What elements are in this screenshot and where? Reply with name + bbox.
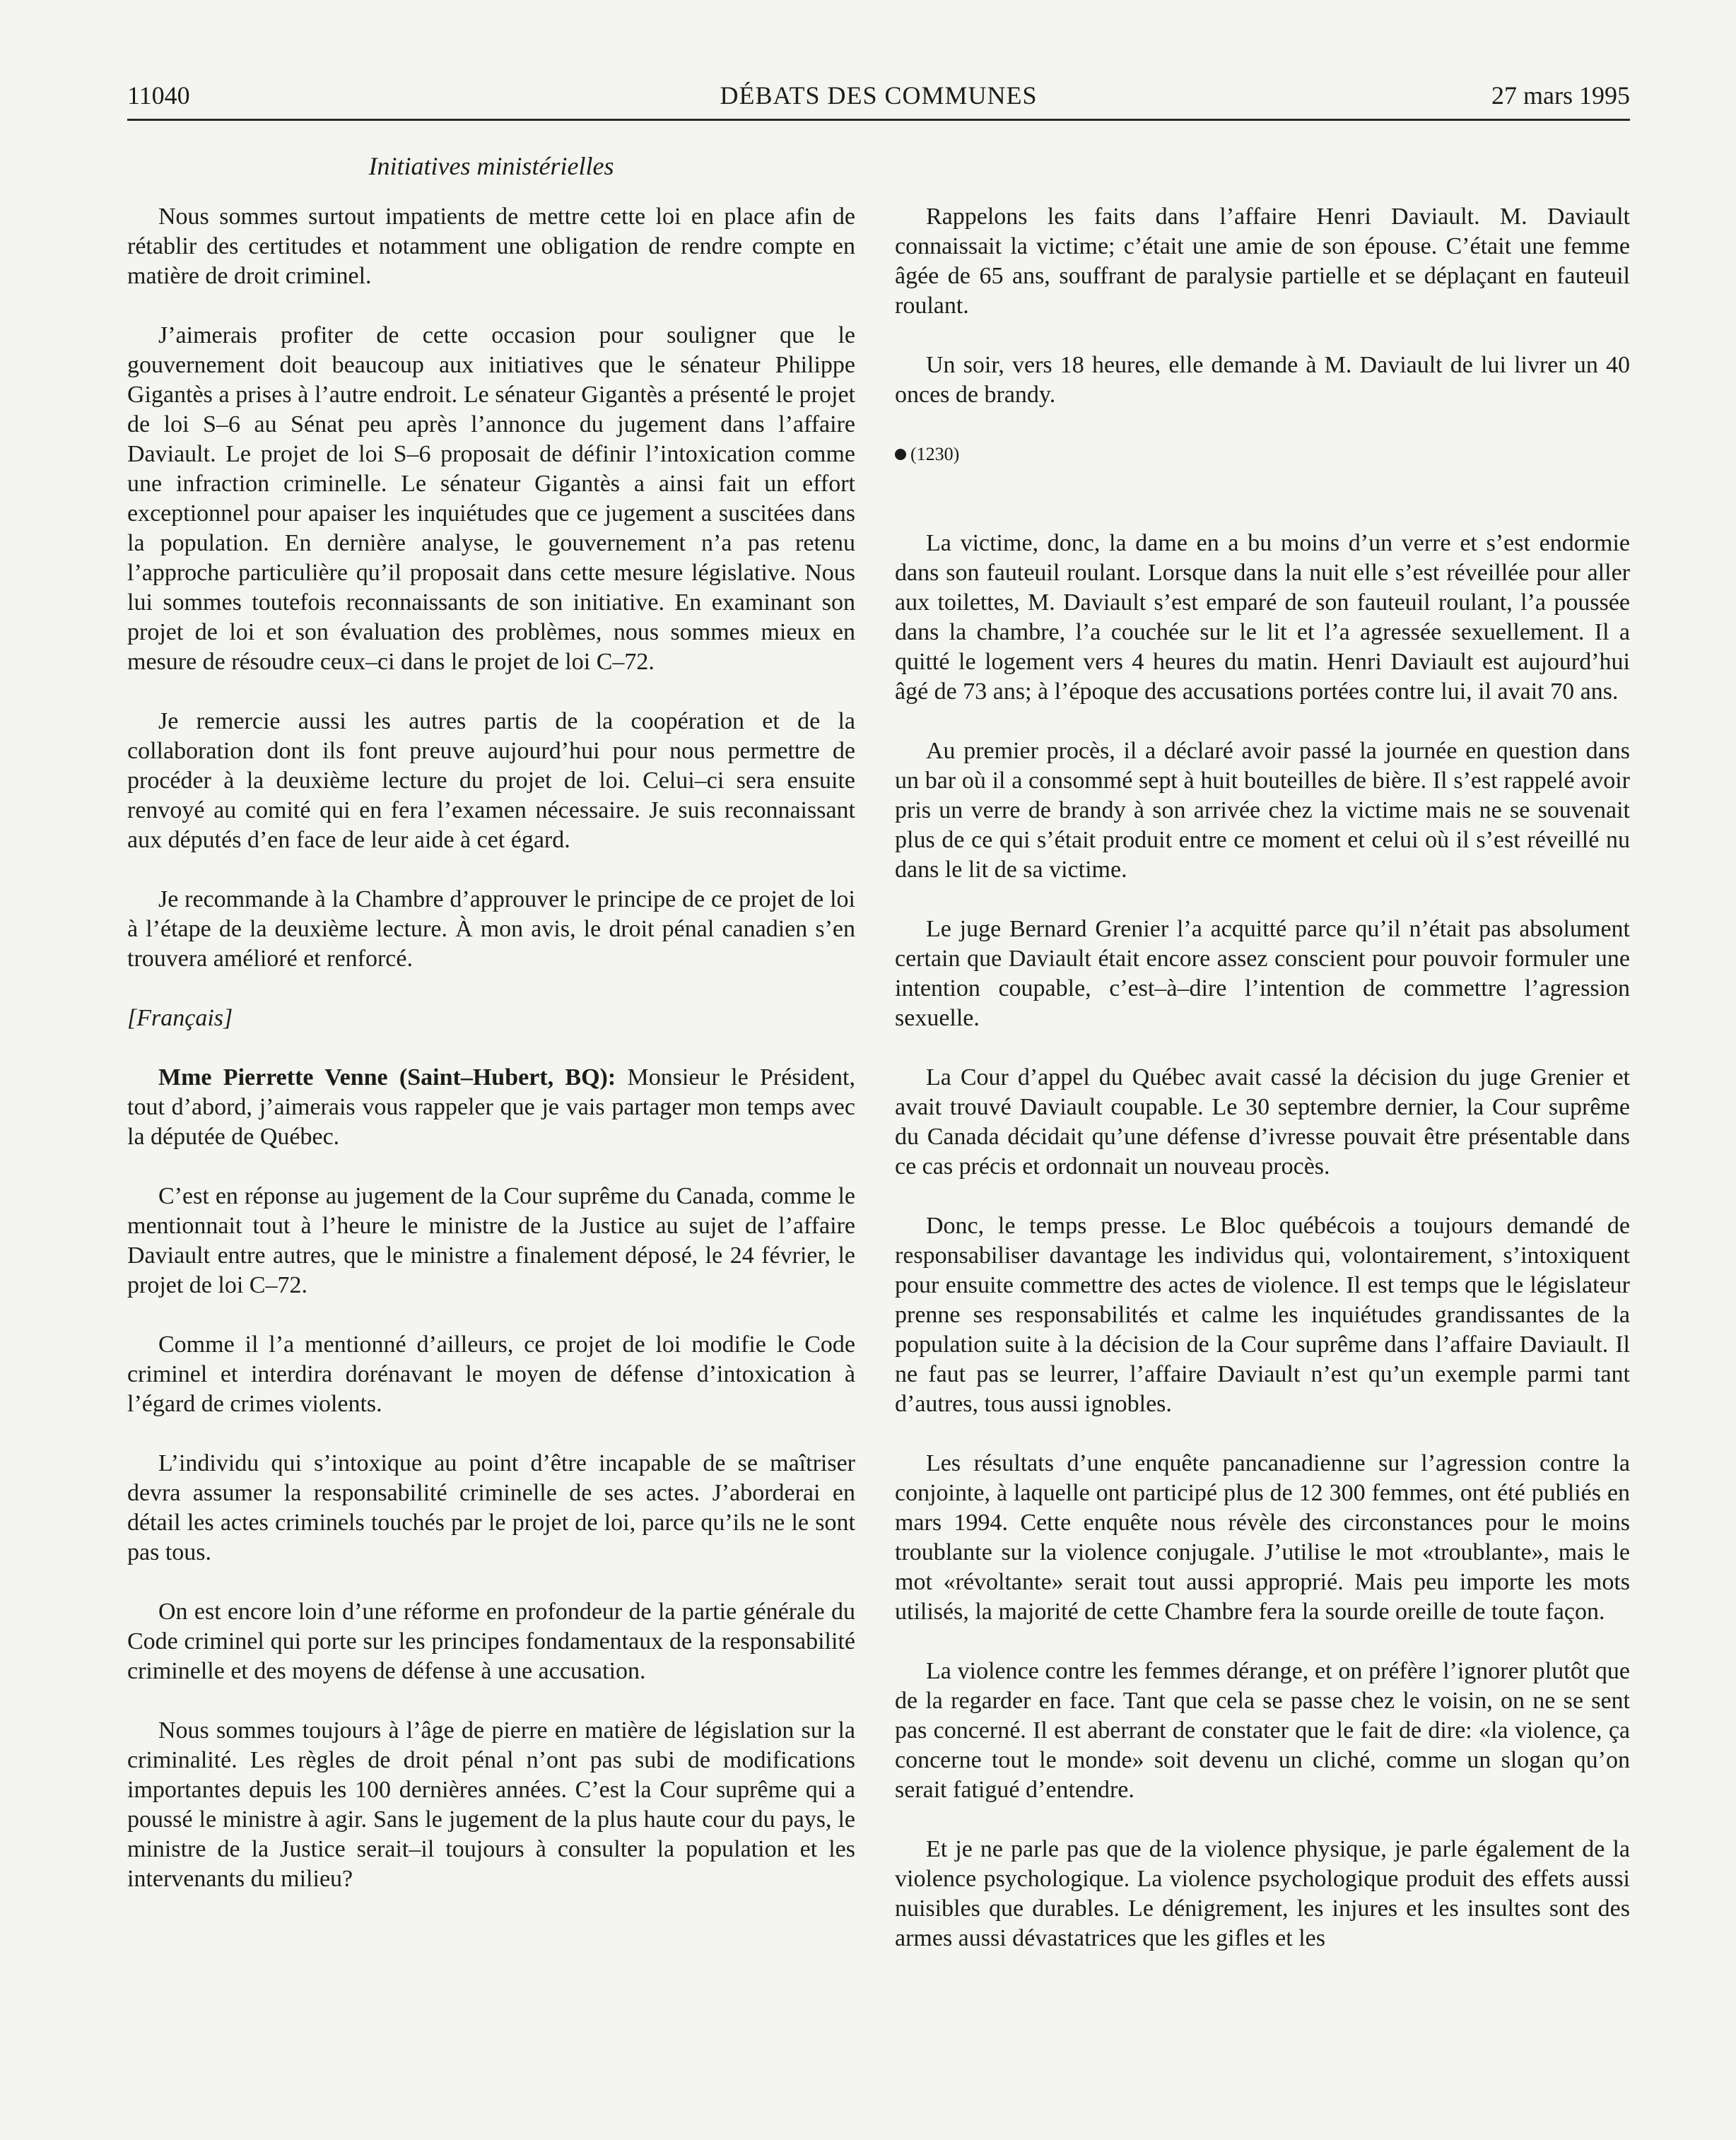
paragraph: Nous sommes toujours à l’âge de pierre en matière de législation sur la criminalité. Les règles de droit pénal n’ont pas subi de modifications importantes depuis les 100 dernières années. C’est la Cour suprême qui a poussé le ministre à agir. Sans le jugement de la plus haute cour du pays, le ministre de la Justice serait–il toujours à consulter la population et les intervenants du milieu? <box>127 1717 855 1892</box>
paragraph: La victime, donc, la dame en a bu moins d’un verre et s’est endormie dans son fauteuil roulant. Lorsque dans la nuit elle s’est réveillée pour aller aux toilettes, M. Daviault s’est emparé de son fauteuil roulant, l’a poussée dans la chambre, l’a couchée sur le lit et l’a agressée sexuellement. Il a quitté le logement vers 4 heures du matin. Henri Daviault est aujourd’hui âgé de 73 ans; à l’époque des accusations portées contre lui, il avait 70 ans. <box>895 530 1630 705</box>
paragraph: Les résultats d’une enquête pancanadienne sur l’agression contre la conjointe, à laquelle ont participé plus de 12 300 femmes, ont été publiés en mars 1994. Cette enquête nous révèle des circonstances pour le moins troublante sur la violence conjugale. J’utilise le mot «troublante», mais le mot «révoltante» serait tout aussi approprié. Mais peu importe les mots utilisés, la majorité de cette Chambre fera la sourde oreille de toute façon. <box>895 1450 1630 1625</box>
right-column <box>895 202 1630 1983</box>
paragraph: C’est en réponse au jugement de la Cour suprême du Canada, comme le mentionnait tout à l’heure le ministre de la Justice au sujet de l’affaire Daviault entre autres, que le ministre a finalement déposé, le 24 février, le projet de loi C–72. <box>127 1183 855 1298</box>
paragraph: Je recommande à la Chambre d’approuver le principe de ce projet de loi à l’étape de la deuxième lecture. À mon avis, le droit pénal canadien s’en trouvera amélioré et renforcé. <box>127 886 855 972</box>
paragraph: Au premier procès, il a déclaré avoir passé la journée en question dans un bar où il a consommé sept à huit bouteilles de bière. Il s’est rappelé avoir pris un verre de brandy à son arrivée chez la victime mais ne se souvenait plus de ce qui s’était produit entre ce moment et celui où il s’est réveillé nu dans le lit de sa victime. <box>895 738 1630 883</box>
publication-date: 27 mars 1995 <box>1491 81 1630 110</box>
page-header <box>127 75 1630 119</box>
speaker-paragraph <box>127 1063 855 1152</box>
journal-title: DÉBATS DES COMMUNES <box>720 81 1038 110</box>
paragraph: La Cour d’appel du Québec avait cassé la décision du juge Grenier et avait trouvé Daviault coupable. Le 30 septembre dernier, la Cour suprême du Canada décidait qu’une défense d’ivresse pouvait être présentable dans ce cas précis et ordonnait un nouveau procès. <box>895 1064 1630 1180</box>
paragraph: L’individu qui s’intoxique au point d’être incapable de se maîtriser devra assumer la responsabilité criminelle de ses actes. J’aborderai en détail les actes criminels touchés par le projet de loi, parce qu’ils ne le sont pas tous. <box>127 1450 855 1565</box>
time-marker <box>895 440 1630 469</box>
time-marker-text: (1230) <box>910 444 960 464</box>
paragraph: Le juge Bernard Grenier l’a acquitté parce qu’il n’était pas absolument certain que Daviault était encore assez conscient pour pouvoir formuler une intention coupable, c’est–à–dire l’intention de commettre l’agression sexuelle. <box>895 916 1630 1031</box>
page-number: 11040 <box>127 81 190 110</box>
language-label: [Français] <box>127 1005 233 1031</box>
left-column <box>127 202 855 1924</box>
paragraph: Nous sommes surtout impatients de mettre cette loi en place afin de rétablir des certitudes et notamment une obligation de rendre compte en matière de droit criminel. <box>127 204 855 289</box>
paragraph: Donc, le temps presse. Le Bloc québécois a toujours demandé de responsabiliser davantage les individus qui, volontairement, s’intoxiquent pour ensuite commettre des actes de violence. Il est temps que le législateur prenne ses responsabilités et calme les inquiétudes grandissantes de la population suite à la décision de la Cour suprême dans l’affaire Daviault. Il ne faut pas se leurrer, l’affaire Daviault n’est qu’un exemple parmi tant d’autres, tous aussi ignobles. <box>895 1213 1630 1417</box>
paragraph: Un soir, vers 18 heures, elle demande à M. Daviault de lui livrer un 40 onces de brandy. <box>895 352 1630 408</box>
paragraph: Je remercie aussi les autres partis de la coopération et de la collaboration dont ils font preuve aujourd’hui pour nous permettre de procéder à la deuxième lecture du projet de loi. Celui–ci sera ensuite renvoyé au comité qui en fera l’examen nécessaire. Je suis reconnaissant aux députés d’en face de leur aide à cet égard. <box>127 708 855 853</box>
paragraph: On est encore loin d’une réforme en profondeur de la partie générale du Code criminel qui porte sur les principes fondamentaux de la responsabilité criminelle et des moyens de défense à une accusation. <box>127 1599 855 1684</box>
speaker-name: Mme Pierrette Venne (Saint–Hubert, BQ): <box>158 1064 616 1090</box>
paragraph: Comme il l’a mentionné d’ailleurs, ce projet de loi modifie le Code criminel et interdira dorénavant le moyen de défense d’intoxication à l’égard de crimes violents. <box>127 1331 855 1417</box>
paragraph: Rappelons les faits dans l’affaire Henri Daviault. M. Daviault connaissait la victime; c’était une amie de son épouse. C’était une femme âgée de 65 ans, souffrant de paralysie partielle et se déplaçant en fauteuil roulant. <box>895 204 1630 319</box>
paragraph: J’aimerais profiter de cette occasion pour souligner que le gouvernement doit beaucoup aux initiatives que le sénateur Philippe Gigantès a prises à l’autre endroit. Le sénateur Gigantès a présenté le projet de loi S–6 au Sénat peu après l’annonce du jugement dans l’affaire Daviault. Le projet de loi S–6 proposait de définir l’intoxication comme une infraction criminelle. Le sénateur Gigantès a ainsi fait un effort exceptionnel pour apaiser les inquiétudes que ce jugement a suscitées dans la population. En dernière analyse, le gouvernement n’a pas retenu l’approche particulière qu’il proposait dans cette mesure législative. Nous lui sommes toutefois reconnaissants de son initiative. En examinant son projet de loi et son évaluation des problèmes, nous sommes mieux en mesure de résoudre ceux–ci dans le projet de loi C–72. <box>127 322 855 675</box>
header-divider <box>127 119 1630 121</box>
speaker-text: Monsieur le Président, tout d’abord, j’aimerais vous rappeler que je vais partager mon temps avec la députée de Québec. <box>127 1064 855 1150</box>
paragraph: La violence contre les femmes dérange, et on préfère l’ignorer plutôt que de la regarder en face. Tant que cela se passe chez le voisin, on ne se sent pas concerné. Il est aberrant de constater que le fait de dire: «la violence, ça concerne tout le monde» soit devenu un cliché, comme un slogan qu’on serait fatigué d’entendre. <box>895 1658 1630 1803</box>
bullet-icon <box>895 449 906 460</box>
paragraph: Et je ne parle pas que de la violence physique, je parle également de la violence psychologique. La violence psychologique produit des effets aussi nuisibles que durables. Le dénigrement, les injures et les insultes sont des armes aussi dévastatrices que les gifles et les <box>895 1836 1630 1951</box>
section-header: Initiatives ministérielles <box>368 152 614 180</box>
